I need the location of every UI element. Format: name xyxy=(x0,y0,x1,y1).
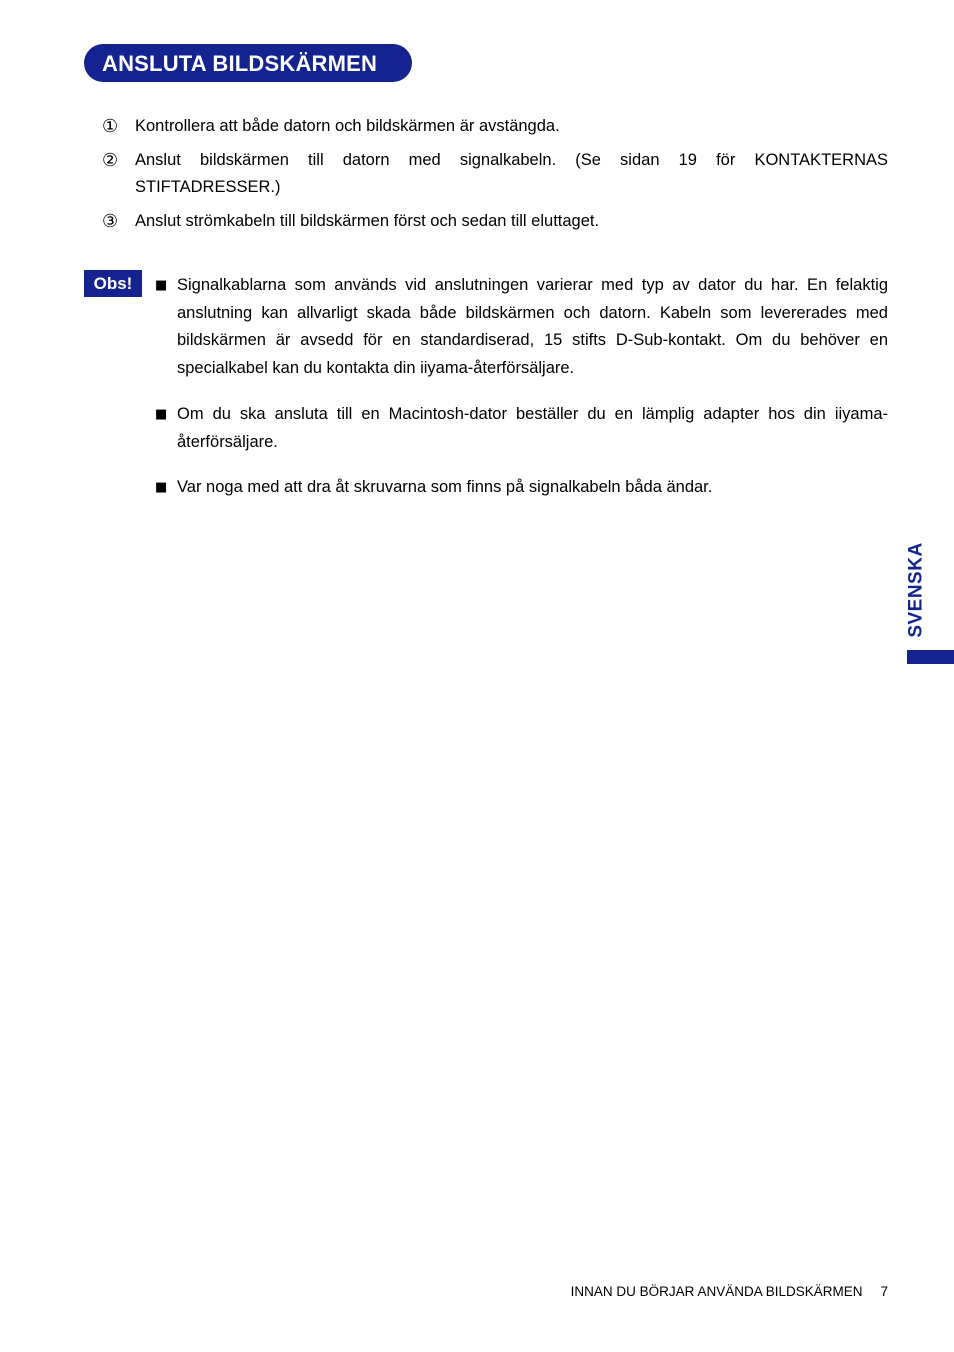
note-text: Signalkablarna som används vid anslutningen varierar med typ av dator du har. En felaktig anslutning kan allvarligt skada både bildskärmen och datorn. Kabeln som levererades med bildskärmen är avsedd för en standardiserad, 15 stifts D-Sub-kontakt. Om du behöver en specialkabel kan du kontakta din iiyama-återförsäljare. xyxy=(177,276,888,377)
language-tab-label xyxy=(903,536,931,644)
step-number: ③ xyxy=(102,211,119,232)
step-number: ① xyxy=(102,116,119,137)
step-3 xyxy=(102,208,888,235)
step-1 xyxy=(102,113,888,140)
language-tab-marker xyxy=(907,650,954,664)
step-number: ② xyxy=(102,150,119,171)
step-text: Anslut bildskärmen till datorn med signalkabeln. (Se sidan 19 för KONTAKTERNAS STIFTADRESSER.) xyxy=(135,151,888,196)
square-bullet-icon: ■ xyxy=(155,480,168,495)
page-footer xyxy=(571,1283,888,1301)
footer-section: INNAN DU BÖRJAR ANVÄNDA BILDSKÄRMEN xyxy=(570,1284,863,1299)
step-text: Kontrollera att både datorn och bildskärmen är avstängda. xyxy=(135,117,560,135)
page-number: 7 xyxy=(880,1284,888,1299)
note-item xyxy=(155,401,888,456)
section-title: ANSLUTA BILDSKÄRMEN xyxy=(84,44,412,82)
step-text: Anslut strömkabeln till bildskärmen först och sedan till eluttaget. xyxy=(135,212,600,230)
obs-badge: Obs! xyxy=(84,270,142,297)
square-bullet-icon: ■ xyxy=(155,278,168,293)
language-tab-text: SVENSKA xyxy=(906,542,928,638)
note-item xyxy=(155,272,888,382)
note-text: Var noga med att dra åt skruvarna som finns på signalkabeln båda ändar. xyxy=(177,478,713,496)
square-bullet-icon: ■ xyxy=(155,407,168,422)
step-2 xyxy=(102,147,888,201)
note-text: Om du ska ansluta till en Macintosh-dator beställer du en lämplig adapter hos din iiyama-återförsäljare. xyxy=(177,405,888,451)
note-item xyxy=(155,474,888,502)
